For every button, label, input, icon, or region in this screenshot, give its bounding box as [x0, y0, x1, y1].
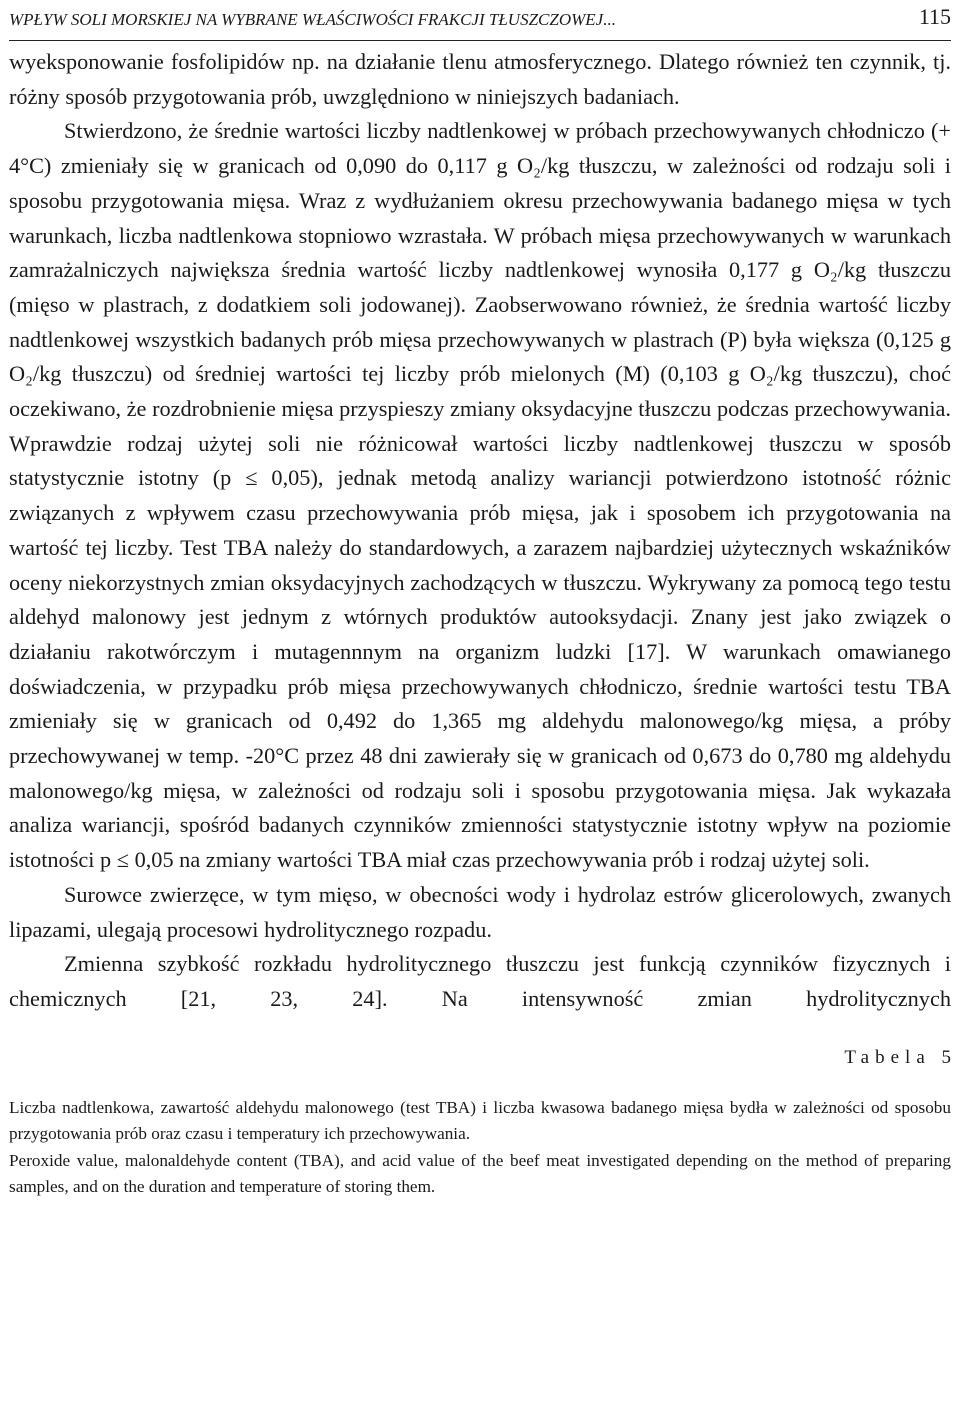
paragraph-4: Zmienna szybkość rozkładu hydrolitycznego tłuszczu jest funkcją czynników fizycznych i chemicznych [21, 23, 24]. Na intensywność zmian hydrolitycznych — [9, 951, 951, 1011]
caption-english: Peroxide value, malonaldehyde content (TBA), and acid value of the beef meat investigated depending on the method of preparing samples, and on the duration and temperature of storing them. — [9, 1150, 951, 1197]
paragraph-3: Surowce zwierzęce, w tym mięso, w obecności wody i hydrolaz estrów glicerolowych, zwanych lipazami, ulegają procesowi hydrolitycznego rozpadu. — [9, 881, 951, 942]
paragraph-1: wyeksponowanie fosfolipidów np. na działanie tlenu atmosferycznego. Dlatego również ten czynnik, tj. różny sposób przygotowania prób, uwzględniono w niniejszych badaniach. — [9, 49, 951, 109]
page-number: 115 — [918, 4, 951, 29]
running-header — [9, 0, 951, 41]
table-label: Tabela 5 — [844, 1046, 957, 1068]
document-page — [9, 0, 957, 1201]
caption-polish: Liczba nadtlenkowa, zawartość aldehydu malonowego (test TBA) i liczba kwasowa badanego mięsa bydła w zależności od sposobu przygotowania prób oraz czasu i temperatury ich przechowywania. — [9, 1097, 951, 1144]
table-caption — [9, 1095, 951, 1201]
body-text — [9, 45, 951, 1017]
paragraph-2: Stwierdzono, że średnie wartości liczby nadtlenkowej w próbach przechowywanych chłodniczo (+ 4°C) zmieniały się w granicach od 0,090 do 0,117 g O₂/kg tłuszczu, w zależności od rodzaju soli i sposobu przygotowania mięsa. Wraz z wydłużaniem okresu przechowywania badanego mięsa w tych warunkach, liczba nadtlenkowa stopniowo wzrastała. W próbach mięsa przechowywanych w warunkach zamrażalniczych największa średnia wartość liczby nadtlenkowej wynosiła 0,177 g O₂/kg tłuszczu (mięso w plastrach, z dodatkiem soli jodowanej). Zaobserwowano również, że średnia wartość liczby nadtlenkowej wszystkich badanych prób mięsa przechowywanych w plastrach (P) była większa (0,125 g O₂/kg tłuszczu) od średniej wartości tej liczby prób mielonych (M) (0,103 g O₂/kg tłuszczu), choć oczekiwano, że rozdrobnienie mięsa przyspieszy zmiany oksydacyjne tłuszczu podczas przechowywania. Wprawdzie rodzaj użytej soli nie różnicował wartości liczby nadtlenkowej tłuszczu w sposób statystycznie istotny (p ≤ 0,05), jednak metodą analizy wariancji potwierdzono istotność różnic związanych z wpływem czasu przechowywania prób mięsa, jak i sposobem ich przygotowania na wartość tej liczby. Test TBA należy do standardowych, a zarazem najbardziej użytecznych wskaźników oceny niekorzystnych zmian oksydacyjnych zachodzących w tłuszczu. Wykrywany za pomocą tego testu aldehyd malonowy jest jednym z wtórnych produktów autooksydacji. Znany jest jako związek o działaniu rakotwórczym i mutagennnym na organizm ludzki [17]. W warunkach omawianego doświadczenia, w przypadku prób mięsa przechowywanych chłodniczo, średnie wartości testu TBA zmieniały się w granicach od 0,492 do 1,365 mg aldehydu malonowego/kg mięsa, a próby przechowywanej w temp. -20°C przez 48 dni zawierały się w granicach od 0,673 do 0,780 mg aldehydu malonowego/kg mięsa, w zależności od rodzaju soli i sposobu przygotowania mięsa. Jak wykazała analiza wariancji, spośród badanych czynników zmienności statystycznie istotny wpływ na poziomie istotności p ≤ 0,05 na zmiany wartości TBA miał czas przechowywania prób i rodzaj użytej soli. — [9, 118, 951, 873]
running-title: WPŁYW SOLI MORSKIEJ NA WYBRANE WŁAŚCIWOŚCI FRAKCJI TŁUSZCZOWEJ... — [9, 10, 616, 29]
